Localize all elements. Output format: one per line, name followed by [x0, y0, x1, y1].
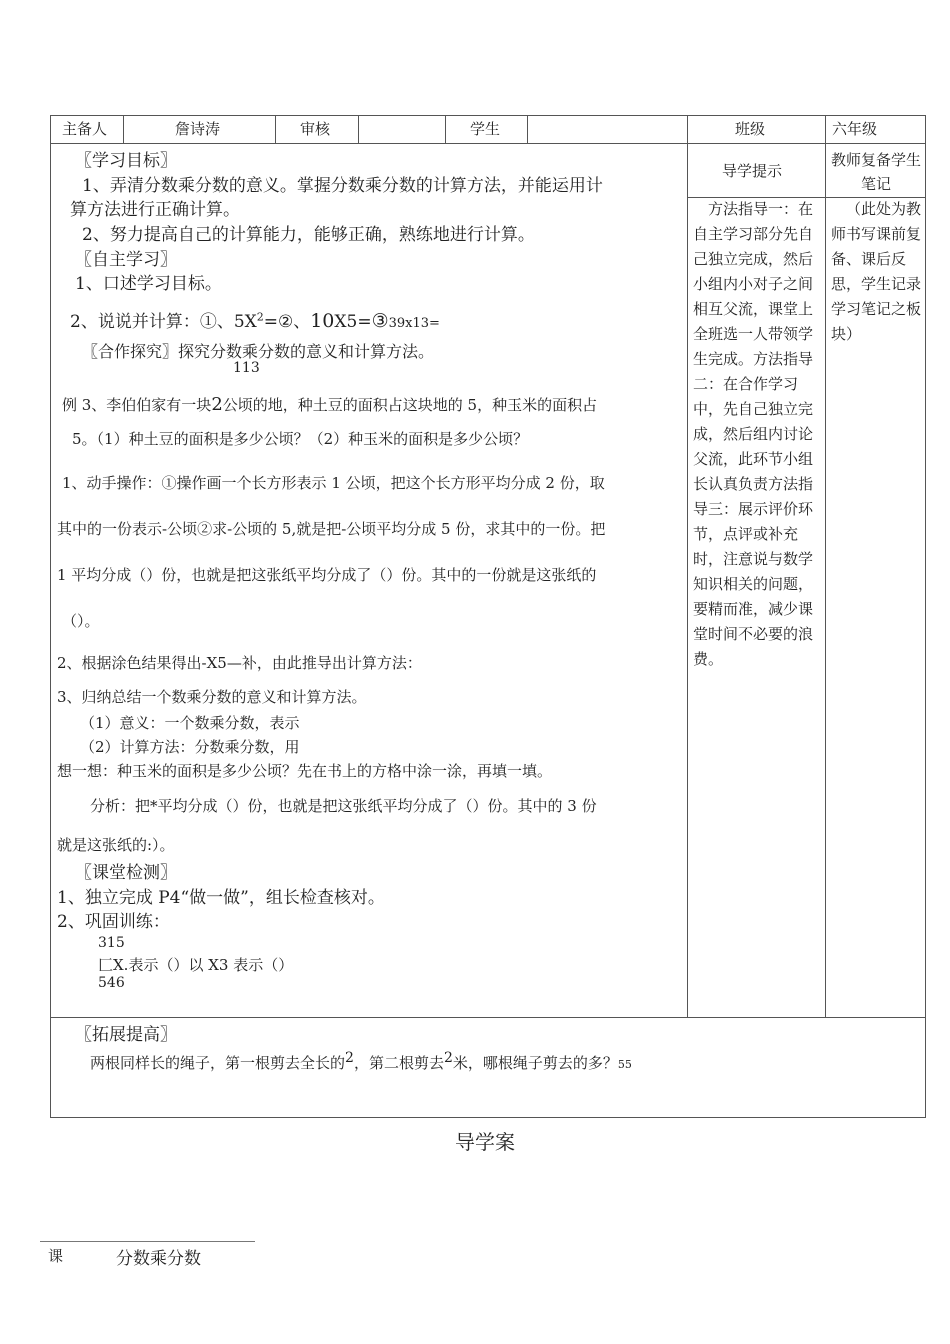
extend-text-b: ，第二根剪去 — [353, 1054, 444, 1072]
analysis: 分析：把*平均分成（）份，也就是把这张纸平均分成了（）份。其中的 3 份 — [90, 797, 597, 815]
operation-1: 1、动手操作：①操作画一个长方形表示 1 公顷，把这个长方形平均分成 2 份，取 — [62, 474, 605, 492]
self-2-b: =②、 — [263, 312, 311, 332]
xuesheng-label: 学生 — [470, 120, 501, 138]
table-row1-bottom — [50, 143, 926, 144]
guide-title: 导学提示 — [722, 162, 783, 180]
self-2-e: ③ — [371, 310, 389, 332]
zhubeiren-value: 詹诗涛 — [175, 120, 221, 138]
operation-4: （）。 — [62, 612, 100, 630]
think: 想一想：种玉米的面积是多少公顷？先在书上的方格中涂一涂，再填一填。 — [57, 762, 553, 780]
step-2: 2、根据涂色结果得出-X5—补，由此推导出计算方法： — [57, 654, 422, 672]
meaning: （1）意义：一个数乘分数，表示 — [80, 714, 300, 732]
table-col-123 — [123, 115, 124, 144]
self-2-a: 2、说说并计算：①、5X — [70, 312, 257, 332]
method: （2）计算方法：分数乘分数，用 — [80, 738, 300, 756]
self-heading: 〖自主学习〗 — [75, 250, 177, 270]
table-border-top — [50, 115, 926, 116]
analysis-2: 就是这张纸的:）。 — [57, 836, 175, 854]
example-3 — [62, 394, 597, 415]
extend-tail: 55 — [617, 1058, 632, 1071]
banji-label: 班级 — [735, 120, 766, 138]
step-3: 3、归纳总结一个数乘分数的意义和计算方法。 — [57, 688, 367, 706]
example-3-c: 公顷的地，种土豆的面积占这块地的 5，种玉米的面积占 — [222, 396, 598, 414]
extend-heading: 〖拓展提高〗 — [75, 1025, 177, 1045]
shenhe-label: 审核 — [300, 120, 331, 138]
goal-2: 2、努力提高自己的计算能力，能够正确，熟练地进行计算。 — [82, 225, 535, 245]
table-col-358 — [358, 115, 359, 144]
table-border-bottom — [50, 1117, 926, 1118]
goal-1b: 算方法进行正确计算。 — [70, 200, 240, 220]
check-heading: 〖课堂检测〗 — [75, 863, 177, 883]
check-1: 1、独立完成 P4“做一做”，组长检查核对。 — [57, 888, 385, 908]
extend-sup-1: 2 — [345, 1050, 354, 1066]
example-question: 5。（1）种土豆的面积是多少公顷？（2）种玉米的面积是多少公顷？ — [72, 430, 529, 448]
operation-2: 其中的一份表示-公顷②求-公顷的 5,就是把-公顷平均分成 5 份，求其中的一份。把 — [57, 520, 606, 538]
extend-sup-2: 2 — [443, 1050, 453, 1066]
check-2: 2、巩固训练： — [57, 912, 170, 932]
self-2-d: X5= — [334, 312, 372, 332]
table-border-right — [925, 115, 926, 1118]
teacher-title: 教师复备学生笔记 — [831, 151, 922, 193]
extend-text-c: 米，哪根绳子剪去的多？ — [452, 1054, 618, 1072]
extend-text — [90, 1050, 632, 1073]
zhubeiren-label: 主备人 — [62, 120, 108, 138]
teacher-text: （此处为教师书写课前复备、课后反思，学生记录学习笔记之板块） — [831, 200, 922, 343]
self-2-f: 39x13= — [388, 316, 440, 331]
goal-heading: 〖学习目标〗 — [75, 151, 177, 171]
table-border-left — [50, 115, 51, 1118]
self-2 — [70, 307, 440, 332]
page-title: 导学案 — [455, 1130, 515, 1154]
ke-underline — [40, 1241, 255, 1242]
fraction-numerators: 113 — [233, 360, 260, 376]
self-1: 1、口述学习目标。 — [75, 274, 222, 294]
numerators-315: 315 — [98, 935, 125, 951]
table-col-275 — [275, 115, 276, 144]
table-col-527 — [527, 115, 528, 144]
self-2-c: 10 — [310, 310, 335, 332]
ke-value: 分数乘分数 — [116, 1249, 201, 1269]
extend-text-a: 两根同样长的绳子，第一根剪去全长的 — [90, 1054, 346, 1072]
guide-text: 方法指导一：在自主学习部分先自己独立完成，然后小组内小对子之间相互父流，课堂上全班选一人带领学生完成。方法指导二：在合作学习中，先自己独立完成，然后组内讨论父流，此环节小组长认真负责方法指导三：展示评价环节，点评或补充时，注意说与数学知识相关的问题，要精而准，减少课堂时间不必要的浪费。 — [693, 200, 814, 668]
table-col-445 — [445, 115, 446, 144]
example-3-a: 例 3、李伯伯家有一块 — [62, 396, 212, 414]
table-main-bottom — [50, 1017, 926, 1018]
operation-3: 1 平均分成（）份，也就是把这张纸平均分成了（）份。其中的一份就是这张纸的 — [57, 566, 597, 584]
coop-heading: 〖合作探究〗探究分数乘分数的意义和计算方法。 — [82, 342, 435, 361]
table-col-825 — [825, 115, 826, 1018]
self-2-sup: 2 — [256, 310, 264, 324]
exercise: 匚X.表示（）以 X3 表示（） — [98, 956, 294, 974]
example-3-b: 2 — [211, 394, 223, 415]
denominators-546: 546 — [98, 975, 125, 991]
ke-label: 课 — [48, 1247, 64, 1265]
goal-1: 1、弄清分数乘分数的意义。掌握分数乘分数的计算方法，并能运用计 — [82, 176, 603, 196]
banji-value: 六年级 — [832, 120, 878, 138]
table-col-687 — [687, 115, 688, 1018]
